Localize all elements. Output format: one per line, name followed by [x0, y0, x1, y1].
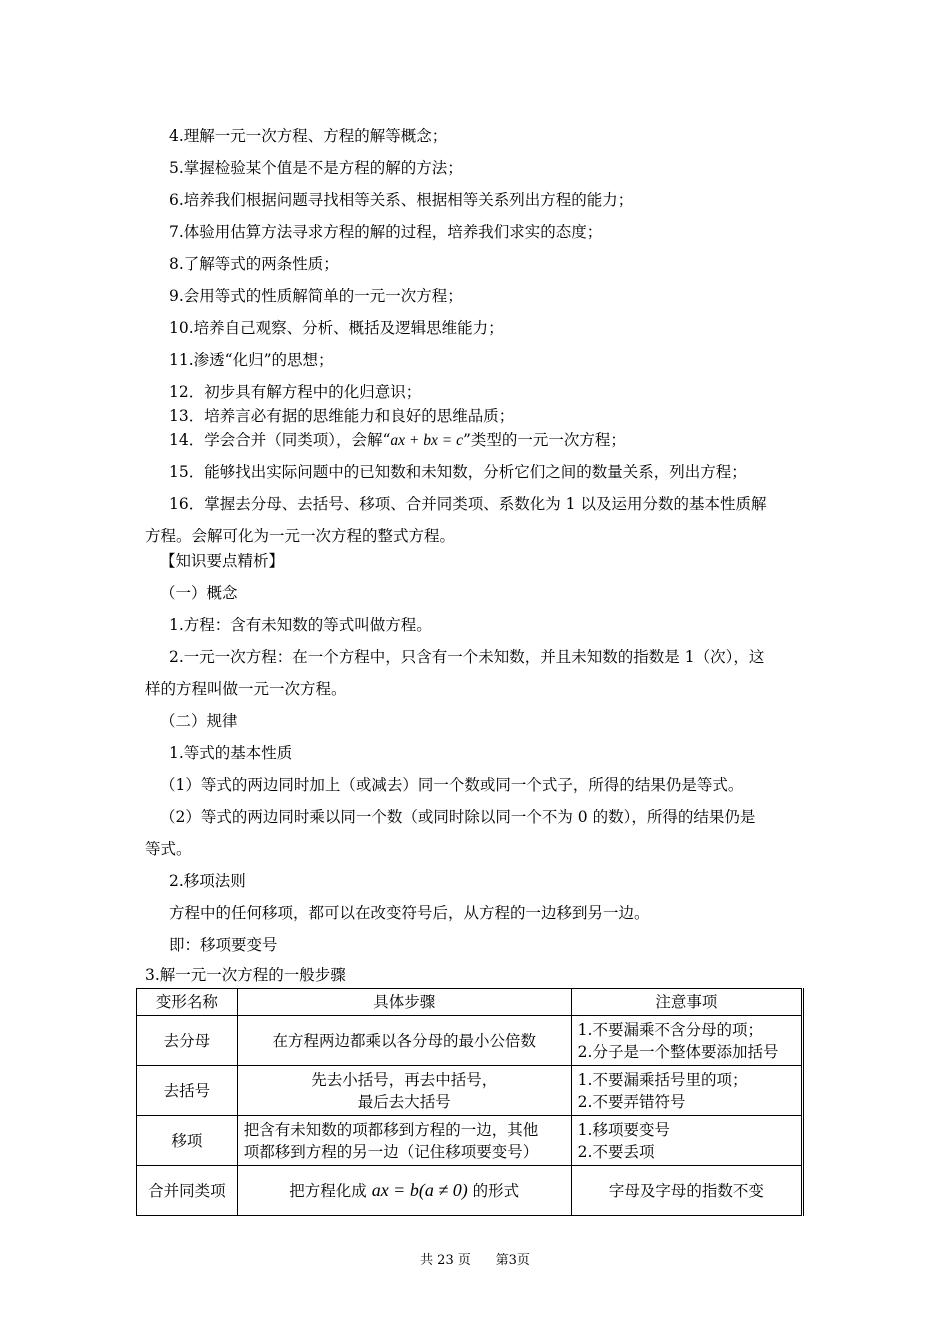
- current-page: 第3页: [495, 1253, 530, 1268]
- table-row: [137, 1166, 803, 1216]
- header-notes: 注意事项: [571, 989, 802, 1016]
- row-name: 合并同类项: [137, 1166, 238, 1216]
- objective-6: 6.培养我们根据问题寻找相等关系、根据相等关系列出方程的能力；: [169, 191, 634, 209]
- header-steps: 具体步骤: [237, 989, 571, 1016]
- definition-equation: 1.方程：含有未知数的等式叫做方程。: [169, 616, 432, 634]
- objective-15: 15．能够找出实际问题中的已知数和未知数，分析它们之间的数量关系，列出方程；: [169, 463, 747, 481]
- row-notes: [571, 1066, 802, 1116]
- table-caption: 3.解一元一次方程的一般步骤: [145, 966, 346, 984]
- transposition-rule: 方程中的任何移项，都可以在改变符号后，从方程的一边移到另一边。: [169, 904, 650, 922]
- row-name: 移项: [137, 1116, 238, 1166]
- formula-ax-b: ax = b(a ≠ 0): [371, 1180, 468, 1200]
- note-2: 2.不要丢项: [577, 1142, 655, 1161]
- definition-linear-line2: 样的方程叫做一元一次方程。: [145, 680, 347, 698]
- objective-10: 10.培养自己观察、分析、概括及逻辑思维能力；: [169, 319, 504, 337]
- objective-9: 9.会用等式的性质解简单的一元一次方程；: [169, 287, 463, 305]
- objective-14: [169, 430, 835, 451]
- row-notes: [571, 1166, 802, 1216]
- row-steps: [237, 1016, 571, 1066]
- objective-14-pre: 14．学会合并（同类项），会解“: [169, 431, 391, 449]
- objective-16-line1: 16．掌握去分母、去括号、移项、合并同类项、系数化为 1 以及运用分数的基本性质解: [169, 495, 767, 513]
- objective-13: 13．培养言必有据的思维能力和良好的思维品质；: [169, 407, 515, 425]
- table-row: [137, 1116, 803, 1166]
- note-1: 1.不要漏乘不含分母的项；: [577, 1020, 763, 1039]
- step-pre: 把方程化成: [289, 1182, 367, 1200]
- step-line-2: 项都移到方程的另一边（记住移项要变号）: [243, 1142, 539, 1161]
- table-header-row: [137, 989, 803, 1016]
- property-title: 1.等式的基本性质: [169, 744, 293, 762]
- rules-heading: （二）规律: [160, 712, 238, 730]
- step-line-1: 先去小括号，再去中括号，: [311, 1070, 498, 1089]
- note-2: 2.不要弄错符号: [577, 1092, 686, 1111]
- row-name: 去分母: [137, 1016, 238, 1066]
- objective-14-post: ”类型的一元一次方程；: [462, 431, 626, 449]
- property-2-line2: 等式。: [145, 840, 192, 858]
- note-1: 字母及字母的指数不变: [608, 1181, 764, 1200]
- property-2-line1: （2）等式的两边同时乘以同一个数（或同时除以同一个不为 0 的数），所得的结果仍是: [160, 808, 756, 826]
- row-steps: [237, 1166, 571, 1216]
- transposition-title: 2.移项法则: [169, 872, 246, 890]
- page-footer: [0, 1249, 950, 1268]
- table-row: [137, 1016, 803, 1066]
- transposition-note: 即：移项要变号: [169, 936, 278, 954]
- step-text: 在方程两边都乘以各分母的最小公倍数: [272, 1031, 536, 1050]
- step-line-1: 把含有未知数的项都移到方程的一边，其他: [243, 1120, 539, 1139]
- property-1: （1）等式的两边同时加上（或减去）同一个数或同一个式子，所得的结果仍是等式。: [160, 776, 744, 794]
- table-row: [137, 1066, 803, 1116]
- note-1: 1.移项要变号: [577, 1120, 670, 1139]
- row-notes: [571, 1016, 802, 1066]
- note-1: 1.不要漏乘括号里的项；: [577, 1070, 748, 1089]
- header-name: 变形名称: [137, 989, 238, 1016]
- note-2: 2.分子是一个整体要添加括号: [577, 1042, 779, 1061]
- objective-11: 11.渗透“化归”的思想；: [169, 351, 334, 369]
- total-pages: 共 23 页: [420, 1253, 471, 1268]
- formula-ax-bx-c: ax + bx = c: [390, 432, 463, 449]
- row-steps: [237, 1066, 571, 1116]
- objective-4: 4.理解一元一次方程、方程的解等概念；: [169, 127, 448, 145]
- step-post: 的形式: [472, 1182, 520, 1200]
- objective-16-line2: 方程。会解可化为一元一次方程的整式方程。: [145, 527, 456, 545]
- row-notes: [571, 1116, 802, 1166]
- row-name: 去括号: [137, 1066, 238, 1116]
- definition-linear-line1: 2.一元一次方程：在一个方程中，只含有一个未知数，并且未知数的指数是 1（次），这: [169, 648, 765, 666]
- concept-heading: （一）概念: [160, 584, 238, 602]
- row-steps: [237, 1116, 571, 1166]
- objective-8: 8.了解等式的两条性质；: [169, 255, 339, 273]
- objective-5: 5.掌握检验某个值是不是方程的解的方法；: [169, 159, 463, 177]
- objective-7: 7.体验用估算方法寻求方程的解的过程，培养我们求实的态度；: [169, 223, 603, 241]
- steps-table: [136, 988, 804, 1216]
- section-title: 【知识要点精析】: [160, 552, 285, 570]
- objective-12: 12．初步具有解方程中的化归意识；: [169, 383, 422, 401]
- step-line-2: 最后去大括号: [357, 1092, 451, 1111]
